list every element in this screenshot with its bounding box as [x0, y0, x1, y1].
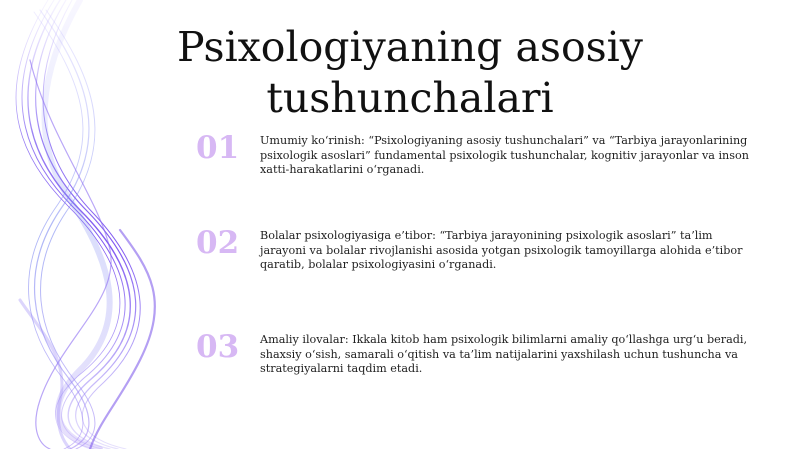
list-item: [196, 225, 756, 285]
item-text: Umumiy ko‘rinish: “Psixologiyaning asosiy tushunchalari” va “Tarbiya jarayonlarining psixologik asoslari” fundamental psixologik tushunchalar, kognitiv jarayonlar va inson xatti-harakatlarini o‘rganadi.: [260, 134, 749, 177]
item-number: 03: [196, 329, 240, 365]
item-text: Bolalar psixologiyasiga e’tibor: “Tarbiya jarayonining psixologik asoslari” ta’lim jarayoni va bolalar rivojlanishi asosida yotgan psixologik tamoyillarga alohida e’tibor qaratib, bolalar psixologiyasini o‘rganadi.: [260, 229, 743, 272]
list-item: [196, 130, 756, 190]
list-item: [196, 329, 756, 389]
page-title: Psixologiyaning asosiy tushunchalari: [177, 23, 643, 122]
item-number: 01: [196, 130, 240, 166]
item-number: 02: [196, 225, 240, 261]
item-text: Amaliy ilovalar: Ikkala kitob ham psixologik bilimlarni amaliy qo‘llashga urg‘u beradi, shaxsiy o‘sish, samarali o‘qitish va ta’lim natijalarini yaxshilash uchun tushuncha va strategiyalarni taqdim etadi.: [260, 333, 748, 376]
